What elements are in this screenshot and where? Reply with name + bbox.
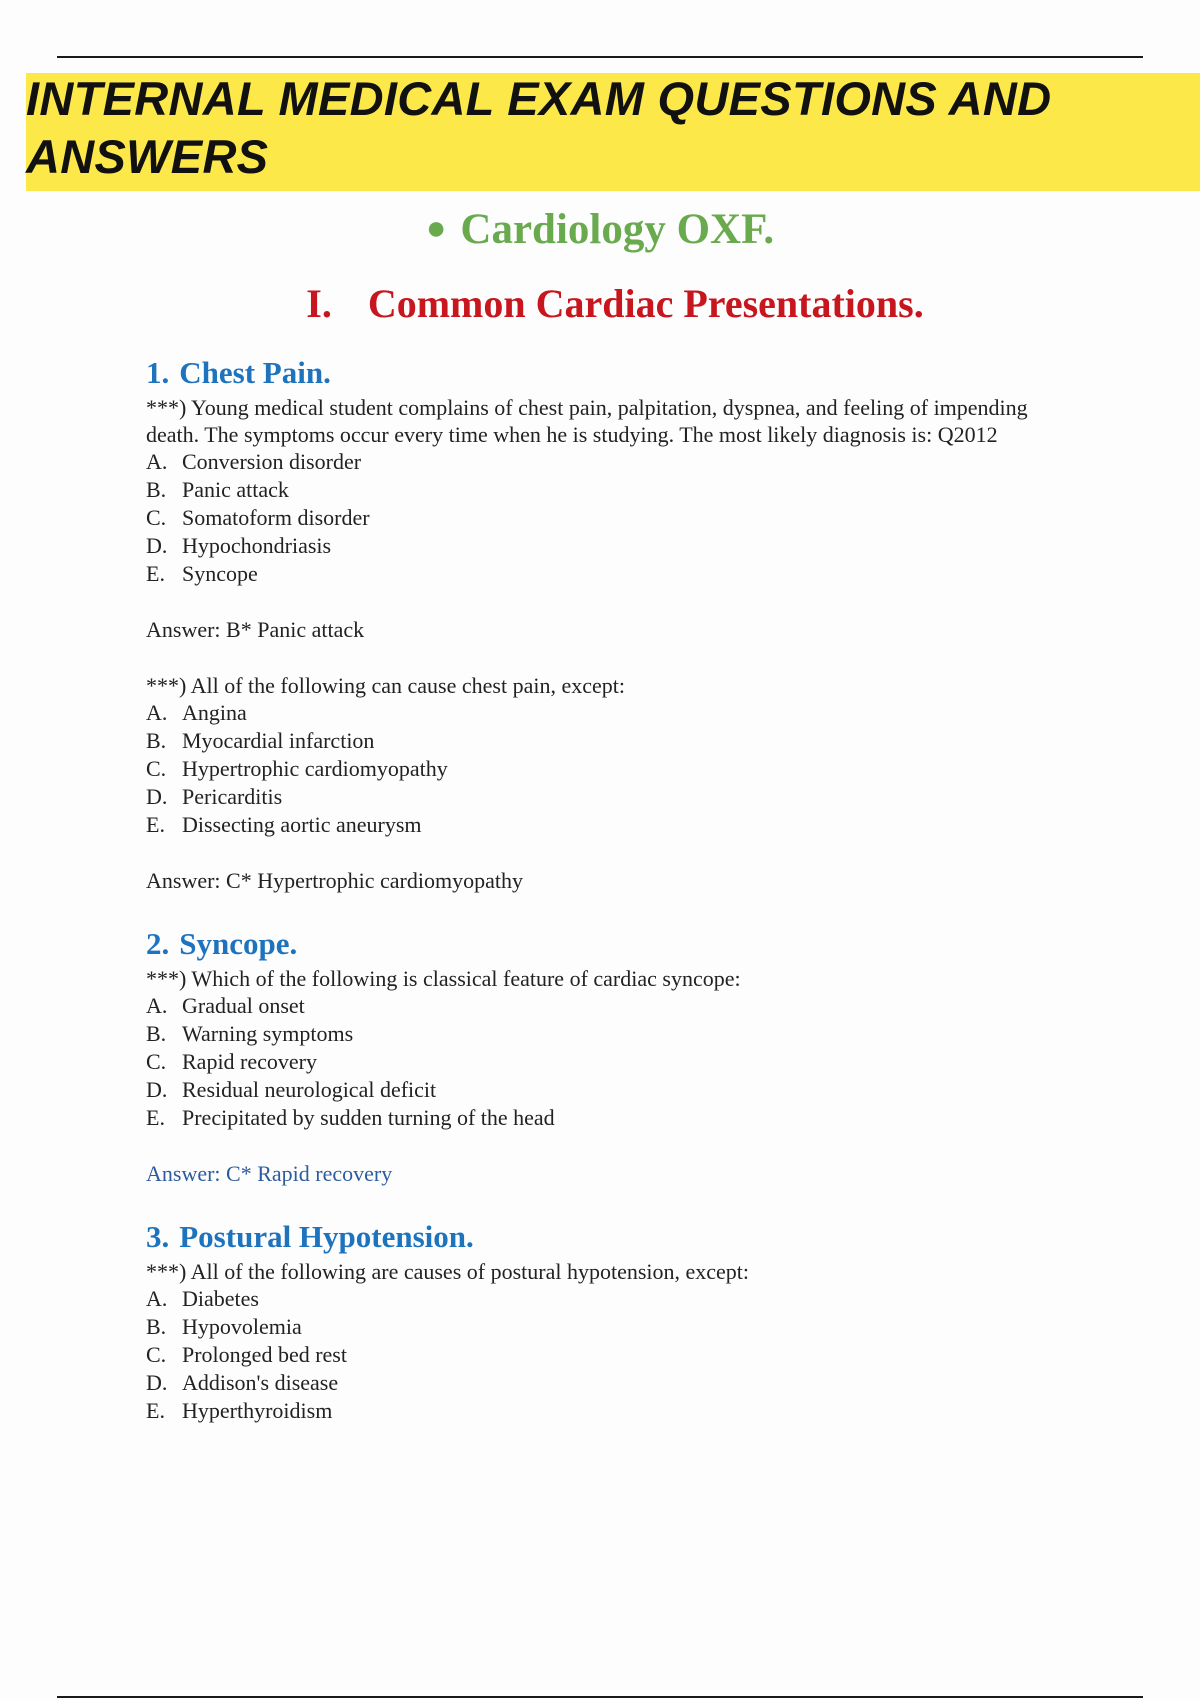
option-text: Hypovolemia [182,1314,302,1339]
option-text: Prolonged bed rest [182,1342,347,1367]
option-text: Warning symptoms [182,1021,354,1046]
question-block [146,394,1066,644]
option-letter: C. [146,1342,167,1367]
section-heading [0,278,1200,330]
option-text: Rapid recovery [182,1049,317,1074]
option-text: Residual neurological deficit [182,1077,437,1102]
document-title: INTERNAL MEDICAL EXAM QUESTIONS AND ANSWERS [26,72,1052,183]
option-item [146,448,1066,476]
question-text: ***) All of the following are causes of postural hypotension, except: [146,1259,750,1284]
option-list [146,699,1066,839]
option-letter: A. [146,993,168,1018]
option-text: Panic attack [182,477,289,502]
option-letter: C. [146,1049,167,1074]
option-text: Somatoform disorder [182,505,370,530]
option-text: Syncope [182,561,258,586]
option-list [146,992,1066,1132]
topic-heading [146,1216,1066,1258]
option-letter: A. [146,1286,168,1311]
option-item [146,476,1066,504]
section-number: I. [306,281,332,326]
option-item [146,699,1066,727]
option-item [146,1048,1066,1076]
topic-number: 2. [146,926,170,961]
option-item [146,1369,1066,1397]
option-list [146,1285,1066,1425]
bottom-rule [57,1696,1143,1698]
question-text: ***) All of the following can cause chest pain, except: [146,673,625,698]
option-item [146,532,1066,560]
questions-content [146,352,1066,1425]
option-letter: A. [146,449,168,474]
option-letter: D. [146,1077,168,1102]
option-letter: B. [146,1021,167,1046]
option-item [146,727,1066,755]
option-text: Diabetes [182,1286,259,1311]
option-letter: D. [146,1370,168,1395]
option-item [146,1285,1066,1313]
option-letter: B. [146,1314,167,1339]
answer-text: Answer: C* Rapid recovery [146,1161,393,1186]
question-block [146,672,1066,895]
option-letter: D. [146,784,168,809]
option-item [146,992,1066,1020]
option-letter: E. [146,812,165,837]
option-letter: C. [146,756,167,781]
topic-heading [146,352,1066,394]
option-item [146,811,1066,839]
option-text: Hypochondriasis [182,533,332,558]
option-text: Precipitated by sudden turning of the head [182,1105,555,1130]
option-text: Hypertrophic cardiomyopathy [182,756,448,781]
option-text: Gradual onset [182,993,305,1018]
option-text: Dissecting aortic aneurysm [182,812,422,837]
topic-chest-pain [146,352,1066,895]
topic-title: Syncope. [179,926,298,961]
topic-heading [146,923,1066,965]
topic-syncope [146,923,1066,1188]
question-block [146,965,1066,1188]
option-letter: C. [146,505,167,530]
topic-title: Postural Hypotension. [179,1219,474,1254]
answer-text: Answer: B* Panic attack [146,617,365,642]
topic-number: 3. [146,1219,170,1254]
question-text: ***) Young medical student complains of chest pain, palpitation, dyspnea, and feeling of impending death. The symptoms occur every time when he is studying. The most likely diagnosis is: Q2012 [146,395,1028,447]
option-letter: A. [146,700,168,725]
option-item [146,783,1066,811]
option-item [146,1020,1066,1048]
subject-heading [0,203,1200,260]
option-text: Myocardial infarction [182,728,375,753]
section-title: Common Cardiac Presentations. [367,281,924,326]
option-item [146,560,1066,588]
question-text: ***) Which of the following is classical feature of cardiac syncope: [146,966,741,991]
topic-title: Chest Pain. [179,355,331,390]
option-item [146,1076,1066,1104]
option-item [146,1104,1066,1132]
top-rule [57,56,1143,58]
option-item [146,1341,1066,1369]
option-item [146,504,1066,532]
option-text: Angina [182,700,247,725]
option-item [146,1397,1066,1425]
option-letter: E. [146,561,165,586]
option-text: Conversion disorder [182,449,362,474]
option-letter: D. [146,533,168,558]
option-text: Pericarditis [182,784,283,809]
option-letter: B. [146,728,167,753]
option-letter: B. [146,477,167,502]
option-item [146,1313,1066,1341]
option-text: Addison's disease [182,1370,339,1395]
topic-postural-hypotension [146,1216,1066,1425]
option-letter: E. [146,1105,165,1130]
answer-text: Answer: C* Hypertrophic cardiomyopathy [146,868,523,893]
option-item [146,755,1066,783]
option-text: Hyperthyroidism [182,1398,333,1423]
question-block [146,1258,1066,1425]
option-list [146,448,1066,588]
topic-number: 1. [146,355,170,390]
subject-label: Cardiology OXF. [460,206,775,253]
bullet-icon: ● [425,210,447,247]
option-letter: E. [146,1398,165,1423]
